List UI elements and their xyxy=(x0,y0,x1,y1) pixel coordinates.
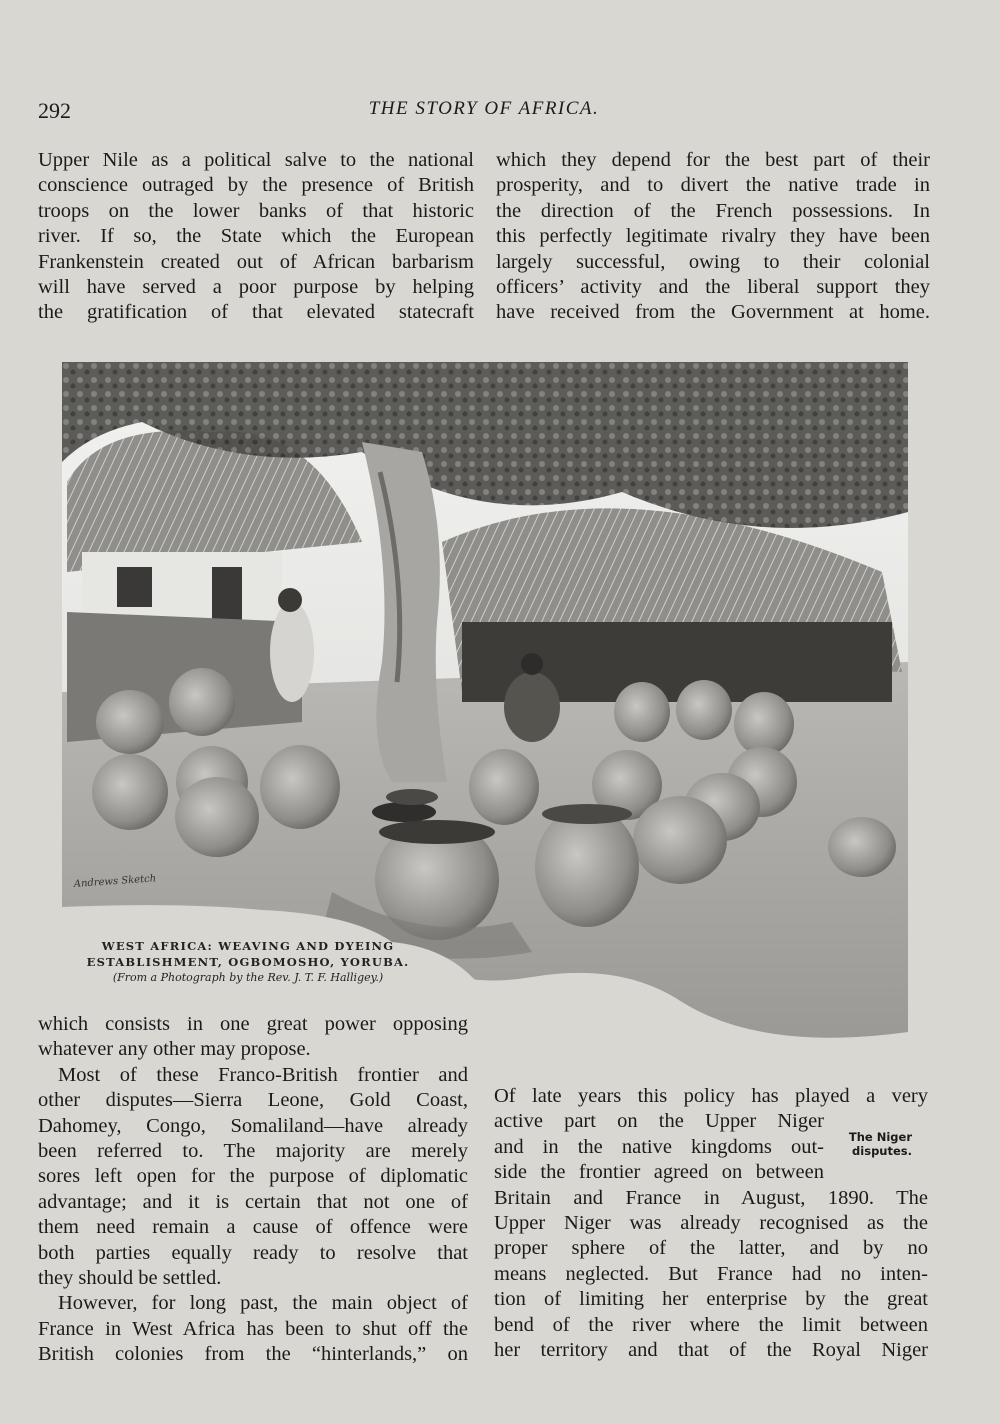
text-line: Upper Niger was already recognised as the xyxy=(494,1212,928,1235)
running-head xyxy=(38,98,930,128)
text-line: Dahomey, Congo, Somaliland—have already xyxy=(38,1114,468,1137)
text-line: conscience outraged by the presence of British xyxy=(38,174,474,197)
artist-signature: Andrews Sketch xyxy=(73,873,157,890)
text-line: sores left open for the purpose of diplomatic xyxy=(38,1165,468,1188)
text-line: British colonies from the “hinterlands,” on xyxy=(38,1343,468,1366)
text-line: which consists in one great power opposing xyxy=(38,1013,468,1035)
text-line: both parties equally ready to resolve that xyxy=(38,1241,468,1264)
figure-caption xyxy=(48,938,448,986)
text-line: Most of these Franco-British frontier and xyxy=(58,1063,468,1086)
sidenote-line-1: The Niger xyxy=(848,1130,912,1144)
bottom-right-column xyxy=(494,1084,928,1363)
top-right-column xyxy=(496,148,930,326)
text-line: other disputes—Sierra Leone, Gold Coast, xyxy=(38,1089,468,1112)
text-line: Frankenstein created out of African barbarism xyxy=(38,250,474,273)
sidenote-line-2: disputes. xyxy=(852,1144,912,1158)
text-line: prosperity, and to divert the native trade in xyxy=(496,174,930,197)
running-title: THE STORY OF AFRICA. xyxy=(368,98,600,119)
text-line: troops on the lower banks of that historic xyxy=(38,199,474,222)
text-line: her territory and that of the Royal Niger xyxy=(494,1339,928,1362)
text-line: largely successful, owing to their colonial xyxy=(496,250,930,273)
text-line: the gratification of that elevated statecraft xyxy=(38,301,474,324)
text-line: Upper Nile as a political salve to the national xyxy=(38,149,474,171)
text-line: means neglected. But France had no inten- xyxy=(494,1262,928,1285)
text-line: active part on the Upper Niger xyxy=(494,1110,824,1133)
caption-line-1: WEST AFRICA: WEAVING AND DYEING xyxy=(101,939,395,953)
text-line: However, for long past, the main object of xyxy=(58,1292,468,1315)
page-number: 292 xyxy=(38,98,71,123)
text-line: side the frontier agreed on between xyxy=(494,1161,824,1184)
text-line: have received from the Government at home. xyxy=(496,301,930,324)
text-line: proper sphere of the latter, and by no xyxy=(494,1237,928,1260)
text-line: this perfectly legitimate rivalry they have been xyxy=(496,225,930,248)
text-line: France in West Africa has been to shut off the xyxy=(38,1317,468,1340)
text-line: advantage; and it is certain that not one of xyxy=(38,1190,468,1213)
text-line: officers’ activity and the liberal support they xyxy=(496,276,930,299)
bottom-left-column xyxy=(38,1012,468,1368)
text-line: and in the native kingdoms out- xyxy=(494,1135,824,1158)
text-line: Of late years this policy has played a very xyxy=(494,1085,928,1107)
text-line: which they depend for the best part of their xyxy=(496,149,930,171)
text-line: will have served a poor purpose by helping xyxy=(38,276,474,299)
text-line: they should be settled. xyxy=(38,1267,222,1290)
text-line: them need remain a cause of offence were xyxy=(38,1216,468,1239)
text-line: the direction of the French possessions. In xyxy=(496,199,930,222)
text-line: whatever any other may propose. xyxy=(38,1038,311,1061)
marginal-sidenote xyxy=(842,1130,912,1158)
top-left-column xyxy=(38,148,474,326)
text-line: bend of the river where the limit between xyxy=(494,1313,928,1336)
caption-line-2: ESTABLISHMENT, OGBOMOSHO, YORUBA. xyxy=(86,955,410,969)
text-line: tion of limiting her enterprise by the great xyxy=(494,1288,928,1311)
text-line: been referred to. The majority are merely xyxy=(38,1140,468,1163)
text-line: river. If so, the State which the European xyxy=(38,225,474,248)
text-line: Britain and France in August, 1890. The xyxy=(494,1186,928,1209)
caption-credit: (From a Photograph by the Rev. J. T. F. Halligey.) xyxy=(112,971,384,984)
